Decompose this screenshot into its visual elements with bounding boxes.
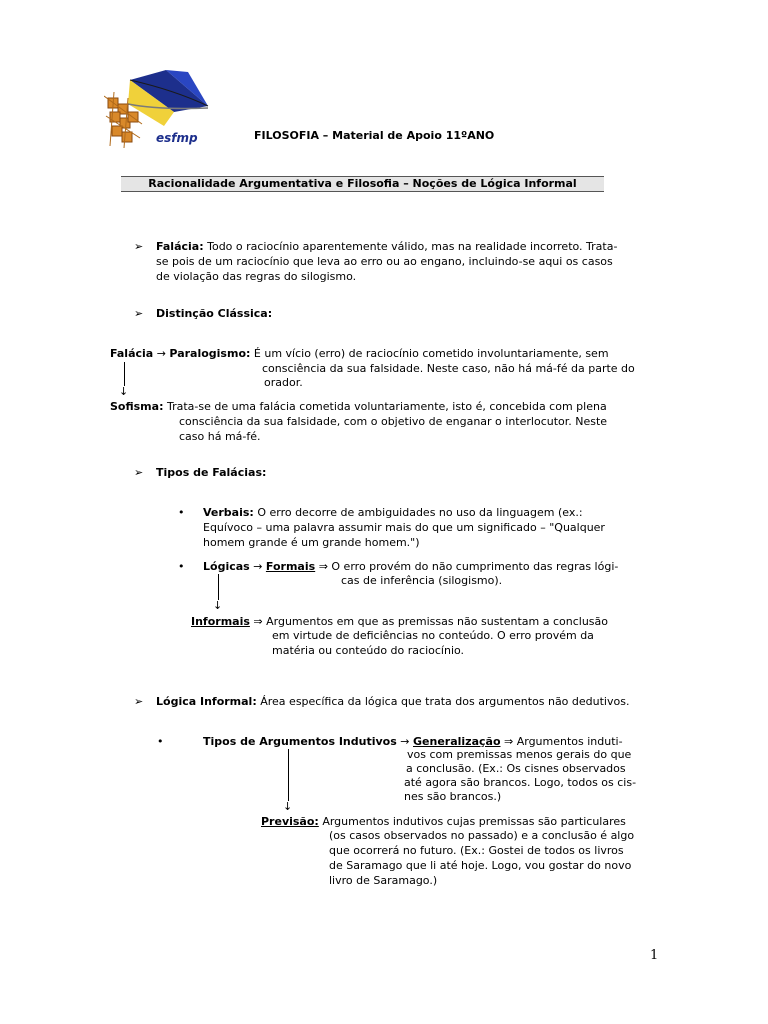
prev-line-2: (os casos observados no passado) e a conclusão é algo bbox=[329, 829, 635, 842]
logica-informal-bullet bbox=[134, 694, 143, 709]
school-logo bbox=[104, 68, 216, 150]
tipos-bullet bbox=[134, 465, 143, 480]
paralogismo-line-3: orador. bbox=[264, 376, 303, 389]
verbais-line-3: homem grande é um grande homem.") bbox=[203, 536, 420, 549]
connector-line bbox=[218, 574, 219, 600]
implies-icon: ⇒ bbox=[504, 735, 514, 748]
right-arrow-icon: → bbox=[156, 347, 166, 360]
formais-line-1: O erro provém do não cumprimento das regras lógi- bbox=[331, 560, 619, 573]
arrow-bullet-icon: ➢ bbox=[134, 240, 144, 253]
distincao-bullet bbox=[134, 306, 143, 321]
verbais-line-2: Equívoco – uma palavra assumir mais do que um significado – "Qualquer bbox=[203, 521, 605, 534]
informais-line-3: matéria ou conteúdo do raciocínio. bbox=[272, 644, 465, 657]
paralogismo-block bbox=[110, 346, 609, 361]
gen-line-4: até agora são brancos. Logo, todos os cis- bbox=[404, 776, 637, 789]
implies-icon: ⇒ bbox=[318, 560, 328, 573]
falacia-label: Falácia bbox=[110, 347, 154, 360]
logicas-row bbox=[203, 559, 618, 574]
sofisma-line-1: Trata-se de uma falácia cometida voluntariamente, isto é, concebida com plena bbox=[166, 400, 607, 413]
prev-line-3: que ocorrerá no futuro. (Ex.: Gostei de todos os livros bbox=[329, 844, 624, 857]
gen-line-2: vos com premissas menos gerais do que bbox=[407, 748, 632, 761]
down-arrow-icon: ↓ bbox=[119, 385, 129, 398]
falacia-block bbox=[156, 239, 658, 284]
tipos-heading: Tipos de Falácias: bbox=[156, 466, 267, 479]
verbais-line-1: O erro decorre de ambiguidades no uso da linguagem (ex.: bbox=[257, 506, 583, 519]
prev-line-4: de Saramago que li até hoje. Logo, vou gostar do novo bbox=[329, 859, 632, 872]
verbais-dot: • bbox=[178, 506, 185, 519]
arrow-bullet-icon: ➢ bbox=[134, 695, 144, 708]
sofisma-term: Sofisma: bbox=[110, 400, 164, 413]
page-number: 1 bbox=[650, 948, 659, 963]
sofisma-line-2: consciência da sua falsidade, com o objetivo de enganar o interlocutor. Neste bbox=[179, 415, 608, 428]
implies-icon: ⇒ bbox=[253, 615, 263, 628]
falacia-line-3: de violação das regras do silogismo. bbox=[156, 270, 357, 283]
indutivos-dot: • bbox=[157, 735, 164, 748]
prev-line-5: livro de Saramago.) bbox=[329, 874, 438, 887]
arrow-bullet-icon: ➢ bbox=[134, 466, 144, 479]
informais-line-1: Argumentos em que as premissas não sustentam a conclusão bbox=[266, 615, 609, 628]
sofisma-line-3: caso há má-fé. bbox=[179, 430, 261, 443]
svg-text:esfmp: esfmp bbox=[156, 131, 198, 145]
indutivos-term: Tipos de Argumentos Indutivos bbox=[203, 735, 397, 748]
prev-line-1: Argumentos indutivos cujas premissas são particulares bbox=[322, 815, 626, 828]
informais-row bbox=[191, 614, 658, 629]
gen-line-3: a conclusão. (Ex.: Os cisnes observados bbox=[406, 762, 626, 775]
logica-informal-text: Área específica da lógica que trata dos argumentos não dedutivos. bbox=[260, 695, 630, 708]
page-title: FILOSOFIA – Material de Apoio 11ºANO bbox=[254, 129, 495, 142]
down-arrow-icon: ↓ bbox=[213, 599, 223, 612]
verbais-block bbox=[203, 505, 658, 550]
sofisma-cont bbox=[179, 414, 658, 444]
falacia-line-2: se pois de um raciocínio que leva ao erro ou ao engano, incluindo-se aqui os casos bbox=[156, 255, 613, 268]
distincao-heading: Distinção Clássica: bbox=[156, 307, 273, 320]
informais-term: Informais bbox=[191, 615, 250, 628]
paralogismo-term: Paralogismo: bbox=[169, 347, 251, 360]
paralogismo-line-2: consciência da sua falsidade. Neste caso, não há má-fé da parte do bbox=[262, 362, 635, 375]
logica-informal-term: Lógica Informal: bbox=[156, 695, 257, 708]
section-banner: Racionalidade Argumentativa e Filosofia – Noções de Lógica Informal bbox=[121, 176, 604, 192]
logo-graphic bbox=[104, 68, 216, 150]
logicas-dot: • bbox=[178, 560, 185, 573]
connector-line bbox=[124, 362, 125, 386]
connector-line bbox=[288, 749, 289, 801]
paralogismo-line-1: É um vício (erro) de raciocínio cometido involuntariamente, sem bbox=[253, 347, 609, 360]
arrow-bullet-icon: ➢ bbox=[134, 307, 144, 320]
generalizacao-term: Generalização bbox=[413, 735, 501, 748]
falacia-line-1: Todo o raciocínio aparentemente válido, mas na realidade incorreto. Trata- bbox=[207, 240, 618, 253]
down-arrow-icon: ↓ bbox=[283, 800, 293, 813]
informais-cont bbox=[272, 628, 658, 658]
informais-line-2: em virtude de deficiências no conteúdo. O erro provém da bbox=[272, 629, 594, 642]
sofisma-block bbox=[110, 399, 658, 414]
previsao-row bbox=[261, 814, 626, 829]
falacia-bullet bbox=[134, 239, 143, 254]
falacia-term: Falácia: bbox=[156, 240, 204, 253]
logica-informal-row bbox=[156, 694, 629, 709]
right-arrow-icon: → bbox=[400, 735, 410, 748]
right-arrow-icon: → bbox=[253, 560, 263, 573]
logicas-term: Lógicas bbox=[203, 560, 250, 573]
gen-line-1: Argumentos induti- bbox=[516, 735, 623, 748]
verbais-term: Verbais: bbox=[203, 506, 254, 519]
previsao-cont bbox=[329, 828, 659, 888]
formais-term: Formais bbox=[265, 560, 316, 573]
gen-line-5: nes são brancos.) bbox=[404, 790, 502, 803]
previsao-term: Previsão: bbox=[261, 815, 319, 828]
formais-line-2: cas de inferência (silogismo). bbox=[341, 574, 503, 587]
